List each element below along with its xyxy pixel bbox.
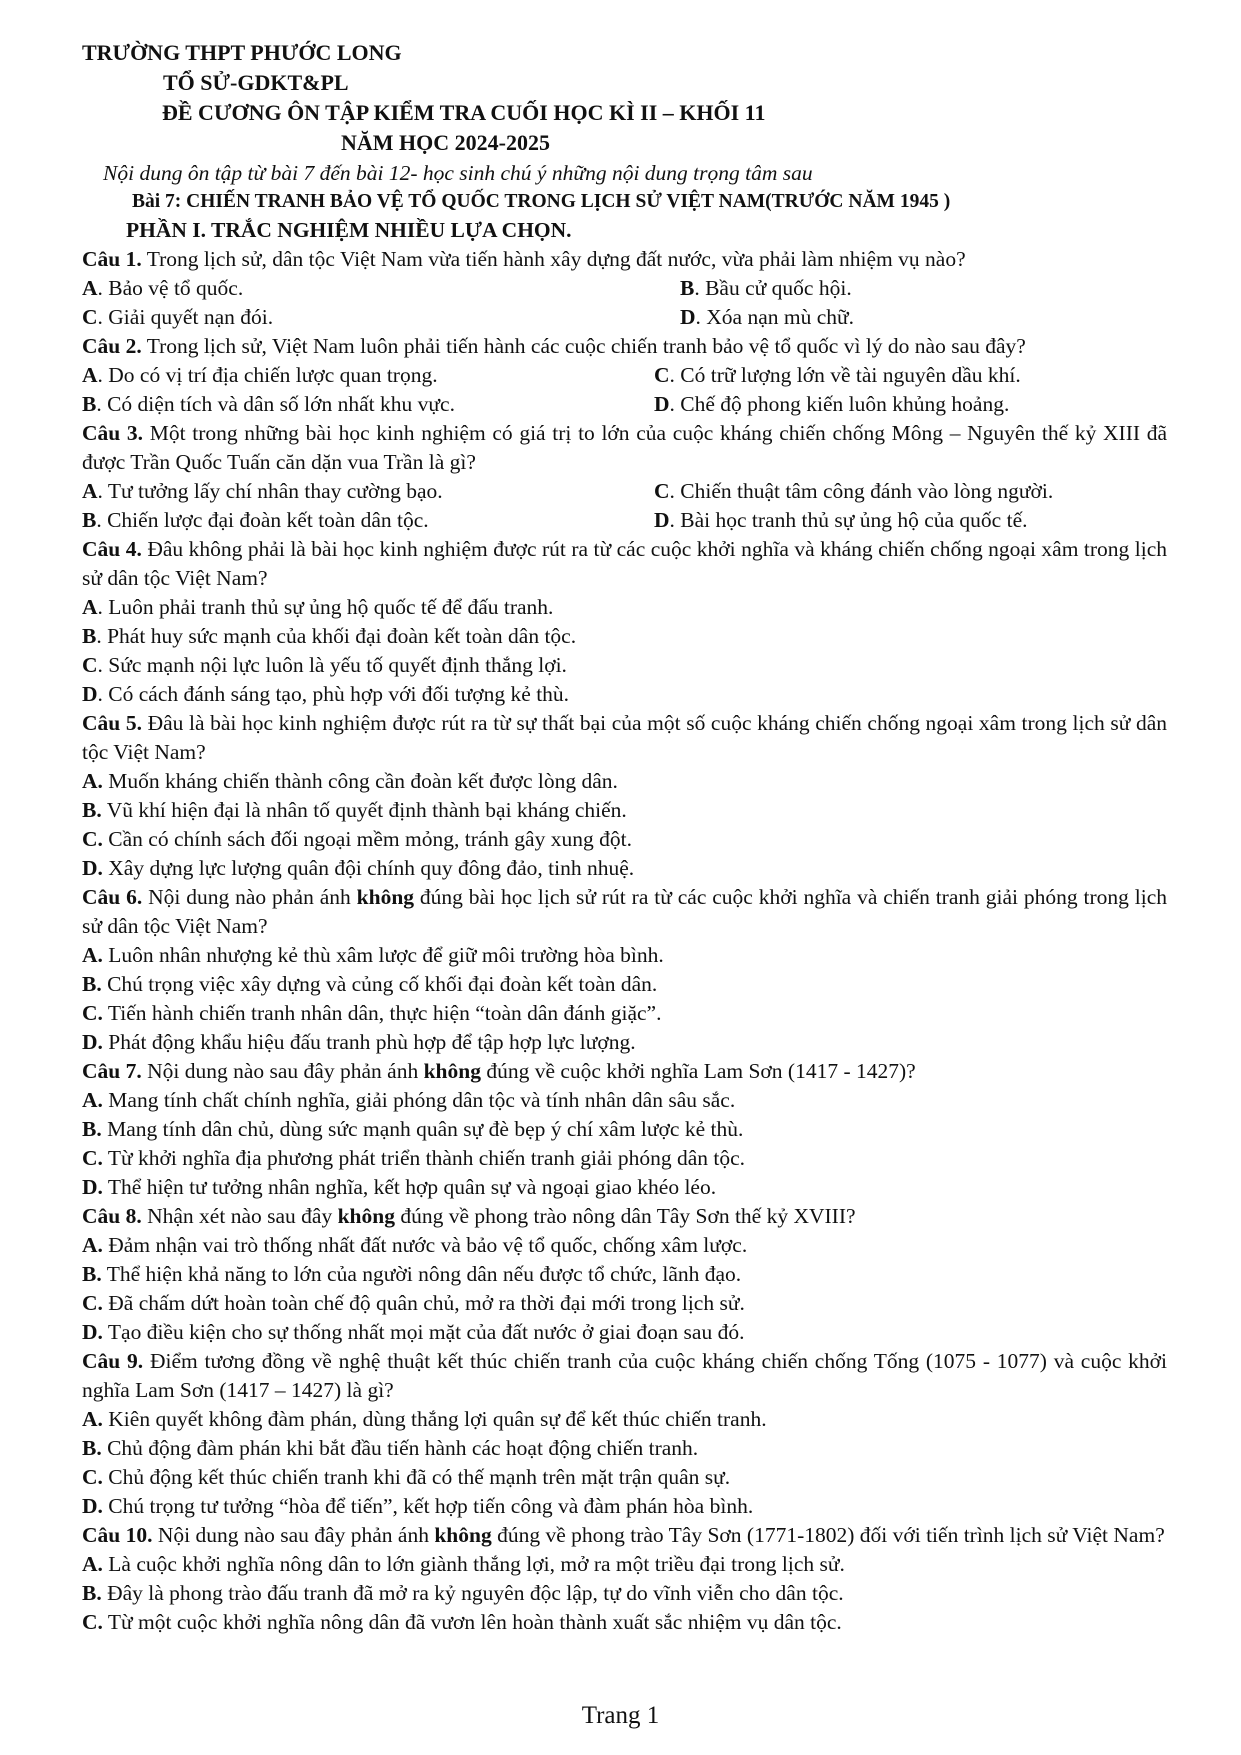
question-3 xyxy=(82,419,1167,477)
option-d: D. Xóa nạn mù chữ. xyxy=(680,305,855,329)
option-b: B. Thể hiện khả năng to lớn của người nông dân nếu được tổ chức, lãnh đạo. xyxy=(82,1262,742,1286)
question-number: Câu 10. xyxy=(82,1523,153,1547)
document-title: ĐỀ CƯƠNG ÔN TẬP KIỂM TRA CUỐI HỌC KÌ II – KHỐI 11 xyxy=(162,100,766,125)
option-c: C. Tiến hành chiến tranh nhân dân, thực hiện “toàn dân đánh giặc”. xyxy=(82,1001,662,1025)
lesson-title: Bài 7: CHIẾN TRANH BẢO VỆ TỔ QUỐC TRONG LỊCH SỬ VIỆT NAM(TRƯỚC NĂM 1945 ) xyxy=(132,191,951,212)
keyword-khong: không xyxy=(423,1059,481,1083)
options-row xyxy=(82,477,1167,506)
question-10: Câu 10. Nội dung nào sau đây phản ánh không đúng về phong trào Tây Sơn (1771-1802) đối với tiến trình lịch sử Việt Nam? xyxy=(82,1523,1165,1547)
option-c: C. Đã chấm dứt hoàn toàn chế độ quân chủ, mở ra thời đại mới trong lịch sử. xyxy=(82,1291,745,1315)
options-row xyxy=(82,390,1167,419)
options-row xyxy=(82,274,1167,303)
option-d: D. Thể hiện tư tưởng nhân nghĩa, kết hợp quân sự và ngoại giao khéo léo. xyxy=(82,1175,717,1199)
option-d: D. Bài học tranh thủ sự ủng hộ của quốc tế. xyxy=(654,508,1028,532)
question-9 xyxy=(82,1347,1167,1405)
option-a: A. Tư tưởng lấy chí nhân thay cường bạo. xyxy=(82,479,443,503)
option-c: C. Từ một cuộc khởi nghĩa nông dân đã vươn lên hoàn thành xuất sắc nhiệm vụ dân tộc. xyxy=(82,1610,842,1634)
question-7: Câu 7. Nội dung nào sau đây phản ánh không đúng về cuộc khởi nghĩa Lam Sơn (1417 - 1427)? xyxy=(82,1059,916,1083)
option-d: D. Phát động khẩu hiệu đấu tranh phù hợp để tập hợp lực lượng. xyxy=(82,1030,636,1054)
document-page xyxy=(82,38,1167,1637)
question-5 xyxy=(82,709,1167,767)
page-number: Trang 1 xyxy=(581,1702,660,1729)
option-b: B. Phát huy sức mạnh của khối đại đoàn kết toàn dân tộc. xyxy=(82,624,577,648)
question-number: Câu 9. xyxy=(82,1349,144,1373)
option-c: C. Từ khởi nghĩa địa phương phát triển thành chiến tranh giải phóng dân tộc. xyxy=(82,1146,746,1170)
part-title: PHẦN I. TRẮC NGHIỆM NHIỀU LỰA CHỌN. xyxy=(126,218,572,242)
options-row xyxy=(82,303,1167,332)
question-8: Câu 8. Nhận xét nào sau đây không đúng về phong trào nông dân Tây Sơn thế kỷ XVIII? xyxy=(82,1204,856,1228)
school-year: NĂM HỌC 2024-2025 xyxy=(341,130,550,155)
option-a: A. Bảo vệ tổ quốc. xyxy=(82,276,244,300)
question-text: Đâu là bài học kinh nghiệm được rút ra từ sự thất bại của một số cuộc kháng chiến chống ngoại xâm trong lịch sử dân tộc Việt Nam? xyxy=(82,711,1168,764)
option-b: B. Đây là phong trào đấu tranh đã mở ra kỷ nguyên độc lập, tự do vĩnh viễn cho dân tộc. xyxy=(82,1581,844,1605)
question-text: Điểm tương đồng về nghệ thuật kết thúc chiến tranh của cuộc kháng chiến chống Tống (1075 - 1077) và cuộc khởi nghĩa Lam Sơn (1417 – 1427) là gì? xyxy=(82,1349,1168,1402)
option-b: B. Có diện tích và dân số lớn nhất khu vực. xyxy=(82,392,455,416)
question-text: Trong lịch sử, Việt Nam luôn phải tiến hành các cuộc chiến tranh bảo vệ tổ quốc vì lý do nào sau đây? xyxy=(141,334,1026,358)
option-a: A. Luôn phải tranh thủ sự ủng hộ quốc tế để đấu tranh. xyxy=(82,595,554,619)
option-a: A. Kiên quyết không đàm phán, dùng thắng lợi quân sự để kết thúc chiến tranh. xyxy=(82,1407,767,1431)
question-number: Câu 6. xyxy=(82,885,143,909)
options-row xyxy=(82,506,1167,535)
option-b: B. Chú trọng việc xây dựng và củng cố khối đại đoàn kết toàn dân. xyxy=(82,972,658,996)
question-1 xyxy=(82,245,1167,274)
keyword-khong: không xyxy=(356,885,415,909)
options-row xyxy=(82,361,1167,390)
question-number: Câu 8. xyxy=(82,1204,142,1228)
option-c: C. Chủ động kết thúc chiến tranh khi đã có thế mạnh trên mặt trận quân sự. xyxy=(82,1465,731,1489)
option-a: A. Là cuộc khởi nghĩa nông dân to lớn giành thắng lợi, mở ra một triều đại trong lịch sử. xyxy=(82,1552,845,1576)
question-number: Câu 3. xyxy=(82,421,144,445)
option-d: D. Tạo điều kiện cho sự thống nhất mọi mặt của đất nước ở giai đoạn sau đó. xyxy=(82,1320,745,1344)
review-note: Nội dung ôn tập từ bài 7 đến bài 12- học sinh chú ý những nội dung trọng tâm sau xyxy=(103,161,813,185)
option-a: A. Luôn nhân nhượng kẻ thù xâm lược để giữ môi trường hòa bình. xyxy=(82,943,664,967)
question-text: Đâu không phải là bài học kinh nghiệm được rút ra từ các cuộc khởi nghĩa và kháng chiến chống ngoại xâm trong lịch sử dân tộc Việt Nam? xyxy=(82,537,1167,590)
question-number: Câu 2. xyxy=(82,334,142,358)
question-text: Trong lịch sử, dân tộc Việt Nam vừa tiến hành xây dựng đất nước, vừa phải làm nhiệm vụ nào? xyxy=(141,247,966,271)
school-name: TRƯỜNG THPT PHƯỚC LONG xyxy=(82,40,402,65)
option-d: D. Có cách đánh sáng tạo, phù hợp với đối tượng kẻ thù. xyxy=(82,682,570,706)
question-number: Câu 5. xyxy=(82,711,142,735)
option-a: A. Muốn kháng chiến thành công cần đoàn kết được lòng dân. xyxy=(82,769,618,793)
option-c: C. Giải quyết nạn đói. xyxy=(82,305,274,329)
option-a: A. Mang tính chất chính nghĩa, giải phóng dân tộc và tính nhân dân sâu sắc. xyxy=(82,1088,736,1112)
option-d: D. Chế độ phong kiến luôn khủng hoảng. xyxy=(654,392,1010,416)
option-a: A. Do có vị trí địa chiến lược quan trọng. xyxy=(82,363,438,387)
option-c: C. Cần có chính sách đối ngoại mềm mỏng, tránh gây xung đột. xyxy=(82,827,632,851)
option-b: B. Bầu cử quốc hội. xyxy=(680,276,852,300)
option-d: D. Chú trọng tư tưởng “hòa để tiến”, kết hợp tiến công và đàm phán hòa bình. xyxy=(82,1494,754,1518)
keyword-khong: không xyxy=(337,1204,395,1228)
option-c: C. Có trữ lượng lớn về tài nguyên dầu khí. xyxy=(654,363,1021,387)
question-6: Câu 6. Nội dung nào phản ánh không đúng bài học lịch sử rút ra từ các cuộc khởi nghĩa và chiến tranh giải phóng trong lịch sử dân tộc Việt Nam? xyxy=(82,885,1168,938)
option-d: D. Xây dựng lực lượng quân đội chính quy đông đảo, tinh nhuệ. xyxy=(82,856,635,880)
question-2 xyxy=(82,332,1167,361)
option-b: B. Chiến lược đại đoàn kết toàn dân tộc. xyxy=(82,508,429,532)
option-b: B. Chủ động đàm phán khi bắt đầu tiến hành các hoạt động chiến tranh. xyxy=(82,1436,699,1460)
option-b: B. Vũ khí hiện đại là nhân tố quyết định thành bại kháng chiến. xyxy=(82,798,627,822)
question-4 xyxy=(82,535,1167,593)
question-text: Một trong những bài học kinh nghiệm có giá trị to lớn của cuộc kháng chiến chống Mông – Nguyên thế kỷ XIII đã được Trần Quốc Tuấn căn dặn vua Trần là gì? xyxy=(82,421,1168,474)
option-a: A. Đảm nhận vai trò thống nhất đất nước và bảo vệ tổ quốc, chống xâm lược. xyxy=(82,1233,748,1257)
option-c: C. Sức mạnh nội lực luôn là yếu tố quyết định thắng lợi. xyxy=(82,653,567,677)
option-c: C. Chiến thuật tâm công đánh vào lòng người. xyxy=(654,479,1054,503)
option-b: B. Mang tính dân chủ, dùng sức mạnh quân sự đè bẹp ý chí xâm lược kẻ thù. xyxy=(82,1117,744,1141)
question-number: Câu 4. xyxy=(82,537,142,561)
department-name: TỔ SỬ-GDKT&PL xyxy=(163,70,349,95)
keyword-khong: không xyxy=(434,1523,492,1547)
question-number: Câu 7. xyxy=(82,1059,142,1083)
question-number: Câu 1. xyxy=(82,247,142,271)
